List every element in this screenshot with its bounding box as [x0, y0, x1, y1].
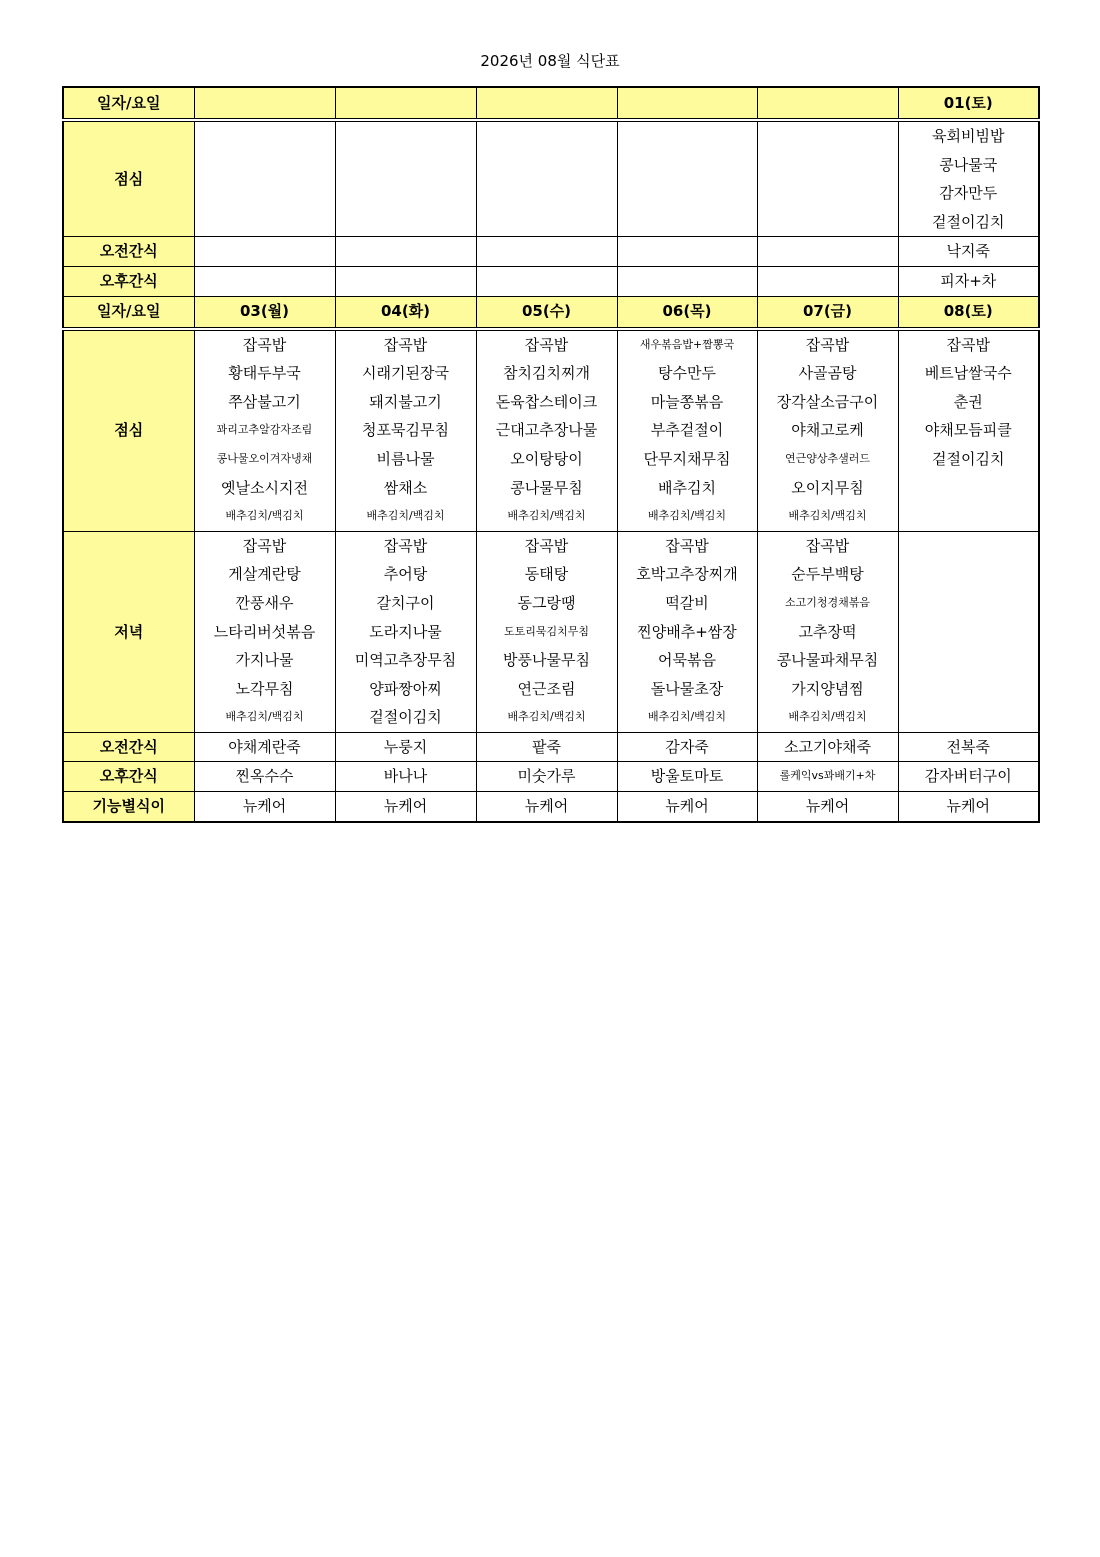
- dish-item: 근대고추장나물: [495, 421, 598, 440]
- dish-item: 배추김치/백김치: [788, 710, 867, 724]
- dish-item: 잡곡밥: [383, 335, 428, 354]
- date-cell: [194, 87, 335, 120]
- dinner-cell: [335, 531, 476, 732]
- week1-date-row: [63, 87, 1039, 120]
- dish-item: 겉절이김치: [932, 212, 1005, 231]
- week2-pm-snack-row: [63, 762, 1039, 792]
- dinner-cell: [757, 531, 898, 732]
- dish-item: 오이탕탕이: [510, 449, 583, 468]
- dish-item: 쌈채소: [383, 478, 428, 497]
- dish-item: 순두부백탕: [791, 565, 864, 584]
- dish-item: 콩나물무침: [510, 478, 583, 497]
- week2-am-snack-row: [63, 732, 1039, 762]
- dinner-cell: [898, 531, 1039, 732]
- dinner-cell: [476, 531, 617, 732]
- dish-item: 잡곡밥: [805, 536, 850, 555]
- row-label-dinner: 저녁: [63, 531, 194, 732]
- dish-item: 돌나물초장: [650, 679, 724, 698]
- week1-am-snack-row: [63, 237, 1039, 267]
- row-label-lunch: 점심: [63, 329, 194, 532]
- lunch-cell: [335, 329, 476, 532]
- pm-snack-cell: 감자버터구이: [898, 762, 1039, 792]
- am-snack-cell: 팥죽: [476, 732, 617, 762]
- lunch-cell: [757, 120, 898, 237]
- dish-item: 쭈삼불고기: [228, 392, 301, 411]
- date-cell: 01(토): [898, 87, 1039, 120]
- am-snack-cell: 전복죽: [898, 732, 1039, 762]
- pm-snack-cell: [194, 266, 335, 296]
- pm-snack-cell: 찐옥수수: [194, 762, 335, 792]
- dish-item: 오이지무침: [791, 478, 864, 497]
- dish-item: 잡곡밥: [524, 536, 569, 555]
- dish-item: 배추김치/백김치: [788, 509, 867, 523]
- page-title: 2026년 08월 식단표: [480, 52, 620, 70]
- dish-item: 배추김치/백김치: [225, 509, 304, 523]
- dish-item: 잡곡밥: [242, 536, 287, 555]
- dish-item: 느타리버섯볶음: [213, 622, 316, 641]
- date-cell: [476, 87, 617, 120]
- dish-item: 비름나물: [376, 449, 435, 468]
- row-label-lunch: 점심: [63, 120, 194, 237]
- row-label-am-snack: 오전간식: [63, 237, 194, 267]
- dish-item: 육회비빔밥: [932, 127, 1005, 145]
- dish-item: 고추장떡: [798, 622, 857, 641]
- dish-item: 겉절이김치: [369, 708, 442, 727]
- dish-item: 동그랑땡: [517, 593, 576, 612]
- pm-snack-cell: 방울토마토: [617, 762, 757, 792]
- special-diet-cell: 뉴케어: [757, 792, 898, 822]
- week2-special-diet-row: [63, 792, 1039, 822]
- lunch-cell: [335, 120, 476, 237]
- am-snack-cell: [194, 237, 335, 267]
- lunch-cell: [194, 120, 335, 237]
- dish-item: 부추겉절이: [650, 421, 724, 440]
- meal-plan-table: [62, 86, 1040, 823]
- dish-item: 잡곡밥: [805, 335, 850, 354]
- special-diet-cell: 뉴케어: [335, 792, 476, 822]
- dish-item: 잡곡밥: [946, 335, 990, 354]
- dish-item: 콩나물파채무침: [776, 651, 879, 670]
- dish-item: 가지나물: [235, 651, 294, 670]
- row-label-am-snack: 오전간식: [63, 732, 194, 762]
- dish-item: 배추김치/백김치: [507, 509, 586, 523]
- dish-item: 야채고로케: [791, 421, 864, 440]
- week1-pm-snack-row: [63, 266, 1039, 296]
- dish-item: 참치김치찌개: [503, 364, 590, 383]
- lunch-cell: [194, 329, 335, 532]
- row-label-pm-snack: 오후간식: [63, 266, 194, 296]
- dish-item: 춘권: [953, 392, 983, 411]
- dinner-cell: [617, 531, 757, 732]
- dish-item: 도토리묵김치무침: [503, 624, 589, 638]
- special-diet-cell: 뉴케어: [476, 792, 617, 822]
- dinner-cell: [194, 531, 335, 732]
- am-snack-cell: [335, 237, 476, 267]
- dish-item: 떡갈비: [665, 593, 709, 612]
- dish-item: 새우볶음밥+짬뽕국: [639, 337, 735, 351]
- dish-item: 노각무침: [235, 679, 294, 698]
- pm-snack-cell: [476, 266, 617, 296]
- dish-item: 옛날소시지전: [221, 478, 308, 497]
- special-diet-cell: 뉴케어: [617, 792, 757, 822]
- dish-item: 단무지채무침: [643, 449, 731, 468]
- date-cell: 03(월): [194, 296, 335, 329]
- dish-item: 배추김치/백김치: [225, 710, 304, 724]
- dish-item: 찐양배추+쌈장: [637, 622, 737, 641]
- dish-item: 어묵볶음: [658, 651, 716, 670]
- dish-item: 게살계란탕: [228, 565, 301, 584]
- dish-item: 야채모듬피클: [924, 421, 1012, 440]
- pm-snack-cell: 바나나: [335, 762, 476, 792]
- lunch-cell: [476, 329, 617, 532]
- dish-item: 콩나물국: [939, 155, 998, 174]
- pm-snack-cell: 피자+차: [898, 266, 1039, 296]
- dish-item: 탕수만두: [658, 364, 716, 383]
- dish-item: 잡곡밥: [665, 536, 709, 555]
- row-label-date: 일자/요일: [63, 296, 194, 329]
- dish-item: 배추김치: [658, 478, 716, 497]
- dish-item: 호박고추장찌개: [636, 565, 738, 584]
- dish-item: 잡곡밥: [524, 335, 569, 354]
- dish-item: 장각살소금구이: [776, 392, 879, 411]
- dish-item: 깐풍새우: [235, 593, 294, 612]
- week2-lunch-row: [63, 329, 1039, 532]
- dish-item: 감자만두: [939, 184, 998, 203]
- am-snack-cell: [476, 237, 617, 267]
- dish-item: 연근조림: [517, 679, 576, 698]
- dish-item: 시래기된장국: [362, 364, 449, 383]
- dish-item: 동태탕: [524, 565, 569, 584]
- date-cell: [335, 87, 476, 120]
- dish-item: 청포묵김무침: [362, 421, 449, 440]
- date-cell: [617, 87, 757, 120]
- dish-item: 배추김치/백김치: [647, 509, 727, 523]
- am-snack-cell: 야채계란죽: [194, 732, 335, 762]
- dish-item: 콩나물오이겨자냉채: [216, 451, 313, 465]
- week2-date-row: [63, 296, 1039, 329]
- dish-item: 갈치구이: [376, 593, 435, 612]
- dish-item: 돼지불고기: [369, 392, 442, 411]
- dish-item: 마늘쫑볶음: [650, 392, 724, 411]
- dish-item: 잡곡밥: [242, 335, 287, 354]
- dish-item: 배추김치/백김치: [647, 710, 727, 724]
- dish-item: 황태두부국: [228, 364, 301, 383]
- dish-item: 소고기청경채볶음: [784, 595, 870, 609]
- dish-item: 배추김치/백김치: [366, 509, 445, 523]
- dish-item: 추어탕: [383, 565, 428, 584]
- dish-item: 돈육찹스테이크: [495, 392, 598, 411]
- am-snack-cell: 낙지죽: [898, 237, 1039, 267]
- am-snack-cell: [617, 237, 757, 267]
- date-cell: 05(수): [476, 296, 617, 329]
- dish-item: 겉절이김치: [932, 449, 1005, 468]
- date-cell: [757, 87, 898, 120]
- pm-snack-cell: [617, 266, 757, 296]
- week2-dinner-row: [63, 531, 1039, 732]
- row-label-pm-snack: 오후간식: [63, 762, 194, 792]
- lunch-cell: [617, 329, 757, 532]
- lunch-cell: [617, 120, 757, 237]
- dish-item: 방풍나물무침: [503, 651, 590, 670]
- dish-item: 잡곡밥: [383, 536, 428, 555]
- lunch-cell: [757, 329, 898, 532]
- dish-item: 연근양상추샐러드: [784, 451, 870, 465]
- special-diet-cell: 뉴케어: [194, 792, 335, 822]
- date-cell: 07(금): [757, 296, 898, 329]
- pm-snack-cell: 롤케익vs꽈배기+차: [757, 762, 898, 792]
- dish-item: 가지양념찜: [791, 679, 864, 698]
- week1-lunch-row: [63, 120, 1039, 237]
- am-snack-cell: 소고기야채죽: [757, 732, 898, 762]
- dish-item: 미역고추장무침: [354, 651, 457, 670]
- pm-snack-cell: [335, 266, 476, 296]
- date-cell: 04(화): [335, 296, 476, 329]
- dish-item: 베트남쌀국수: [924, 364, 1012, 383]
- lunch-cell: [898, 329, 1039, 532]
- dish-item: 양파짱아찌: [369, 679, 442, 698]
- dish-item: 꽈리고추알감자조림: [216, 423, 313, 437]
- row-label-special-diet: 기능별식이: [63, 792, 194, 822]
- date-cell: 06(목): [617, 296, 757, 329]
- am-snack-cell: 감자죽: [617, 732, 757, 762]
- pm-snack-cell: 미숫가루: [476, 762, 617, 792]
- lunch-cell: [898, 120, 1039, 237]
- lunch-cell: [476, 120, 617, 237]
- special-diet-cell: 뉴케어: [898, 792, 1039, 822]
- date-cell: 08(토): [898, 296, 1039, 329]
- dish-item: 사골곰탕: [798, 364, 857, 383]
- pm-snack-cell: [757, 266, 898, 296]
- am-snack-cell: 누룽지: [335, 732, 476, 762]
- am-snack-cell: [757, 237, 898, 267]
- dish-item: 배추김치/백김치: [507, 710, 586, 724]
- row-label-date: 일자/요일: [63, 87, 194, 120]
- dish-item: 도라지나물: [369, 622, 442, 641]
